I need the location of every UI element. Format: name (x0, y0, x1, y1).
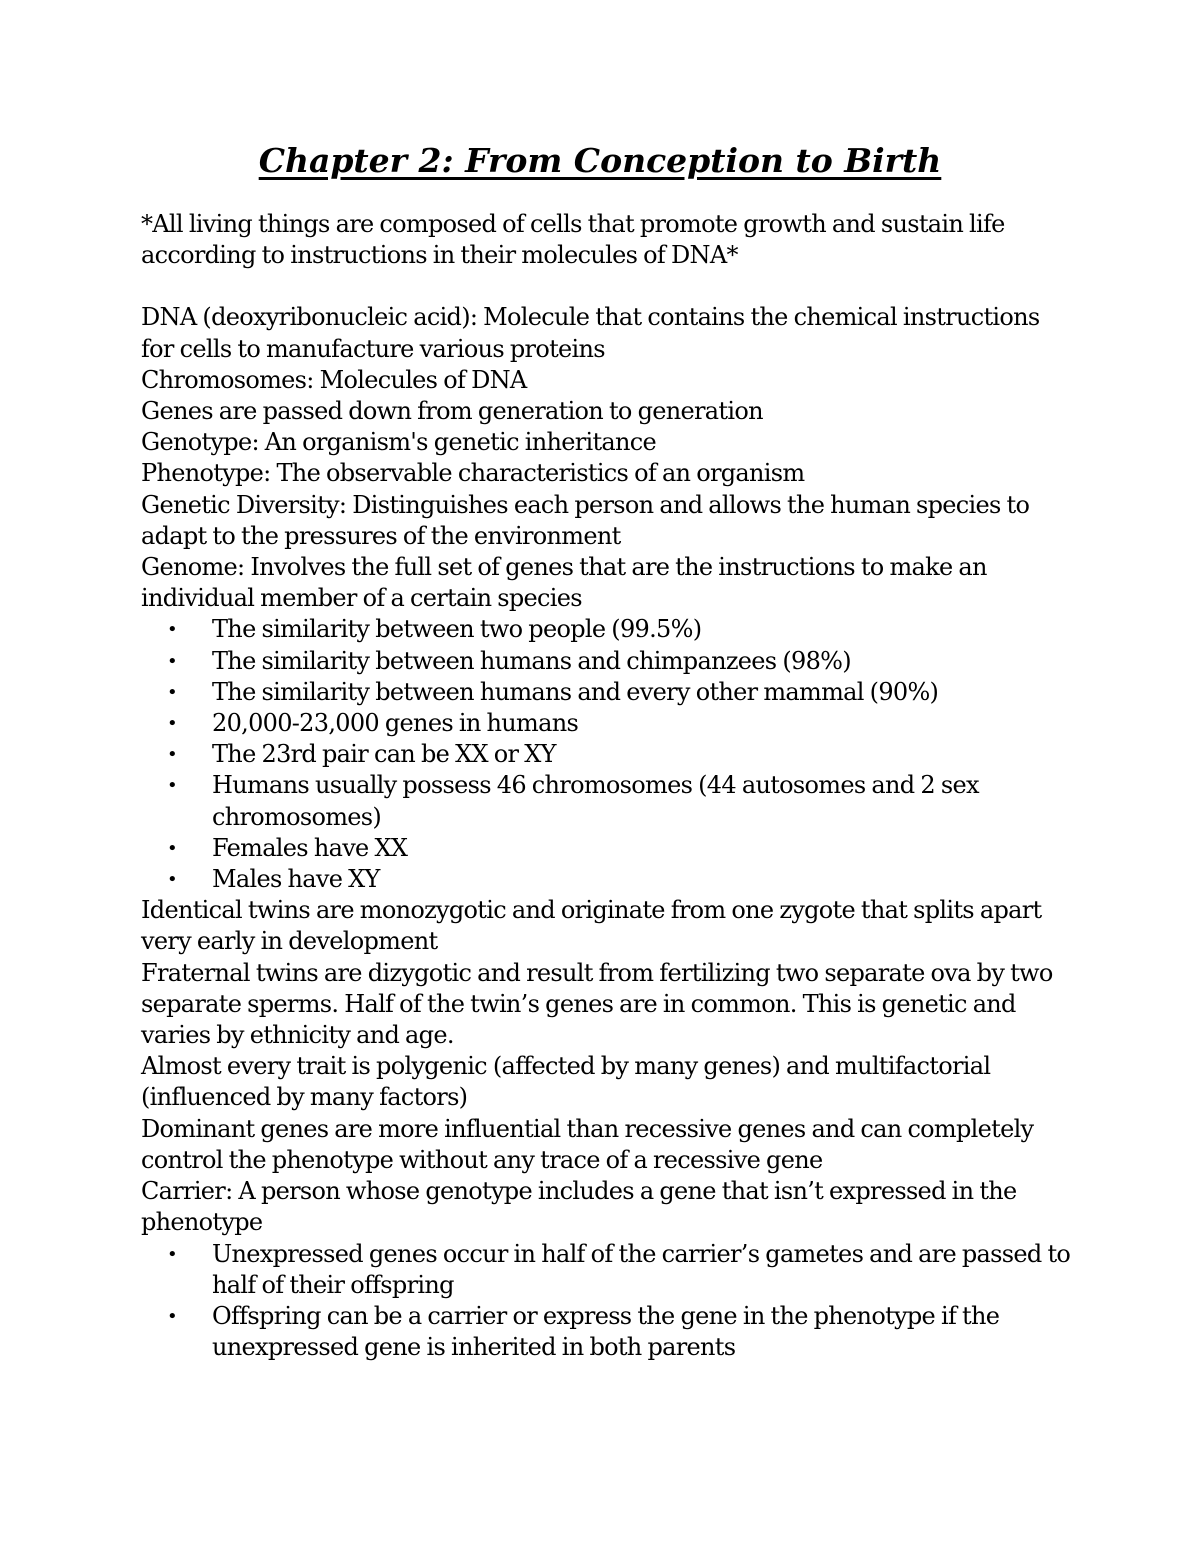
genome-bullet-list (141, 614, 1071, 895)
definition-genes: Genes are passed down from generation to generation (141, 397, 763, 426)
list-item-text: 20,000-23,000 genes in humans (212, 709, 579, 738)
bullet-icon: • (167, 1305, 177, 1327)
list-item (141, 646, 1071, 677)
bullet-icon: • (167, 619, 177, 641)
page-title: Chapter 2: From Conception to Birth (258, 141, 942, 180)
definition-chromosomes: Chromosomes: Molecules of DNA (141, 365, 527, 394)
bullet-icon: • (167, 713, 177, 735)
list-item-text: The similarity between two people (99.5%) (212, 615, 702, 644)
list-item (141, 833, 1071, 864)
carrier-bullet-list (141, 1239, 1071, 1364)
bullet-icon: • (167, 681, 177, 703)
dominant-genes-paragraph: Dominant genes are more influential than recessive genes and can completely control the phenotype without any trace of a recessive gene (141, 1114, 1034, 1174)
list-item-text: The 23rd pair can be XX or XY (212, 740, 556, 769)
definition-genome: Genome: Involves the full set of genes that are the instructions to make an individual member of a certain species (141, 553, 987, 613)
list-item-text: Offspring can be a carrier or express the gene in the phenotype if the unexpressed gene is inherited in both parents (212, 1301, 1000, 1362)
identical-twins-paragraph: Identical twins are monozygotic and originate from one zygote that splits apart very early in development (141, 896, 1042, 956)
definition-carrier: Carrier: A person whose genotype includes a gene that isn’t expressed in the phenotype (141, 1177, 1017, 1237)
list-item-text: Males have XY (212, 865, 380, 894)
intro-paragraph: *All living things are composed of cells that promote growth and sustain life according to instructions in their molecules of DNA* (141, 210, 1005, 270)
list-item-text: Unexpressed genes occur in half of the carrier’s gametes and are passed to half of their offspring (212, 1239, 1071, 1299)
list-item-text: The similarity between humans and chimpanzees (98%) (212, 646, 851, 675)
list-item-text: The similarity between humans and every other mammal (90%) (212, 677, 939, 706)
bullet-icon: • (167, 744, 177, 766)
list-item (141, 1239, 1071, 1301)
bullet-icon: • (167, 837, 177, 859)
list-item-text: Humans usually possess 46 chromosomes (44 autosomes and 2 sex chromosomes) (212, 771, 979, 831)
definition-phenotype: Phenotype: The observable characteristics of an organism (141, 459, 805, 488)
definition-genetic-diversity: Genetic Diversity: Distinguishes each person and allows the human species to adapt to the pressures of the environment (141, 490, 1030, 550)
list-item (141, 864, 1071, 895)
polygenic-paragraph: Almost every trait is polygenic (affected by many genes) and multifactorial (influenced by many factors) (141, 1052, 991, 1112)
list-item (141, 708, 1071, 739)
bullet-icon: • (167, 775, 177, 797)
list-item-text: Females have XX (212, 833, 408, 862)
list-item (141, 677, 1071, 708)
definition-dna: DNA (deoxyribonucleic acid): Molecule that contains the chemical instructions for cells to manufacture various proteins (141, 303, 1040, 363)
fraternal-twins-paragraph: Fraternal twins are dizygotic and result from fertilizing two separate ova by two separate sperms. Half of the twin’s genes are in common. This is genetic and varies by ethnicity and age. (141, 958, 1053, 1050)
bullet-icon: • (167, 650, 177, 672)
definition-genotype: Genotype: An organism's genetic inheritance (141, 428, 657, 457)
list-item (141, 739, 1071, 770)
bullet-icon: • (167, 869, 177, 891)
paragraph-gap (141, 271, 1071, 302)
document-body (141, 209, 1071, 1363)
bullet-icon: • (167, 1243, 177, 1265)
list-item (141, 1301, 1071, 1363)
list-item (141, 614, 1071, 645)
list-item (141, 770, 1071, 832)
